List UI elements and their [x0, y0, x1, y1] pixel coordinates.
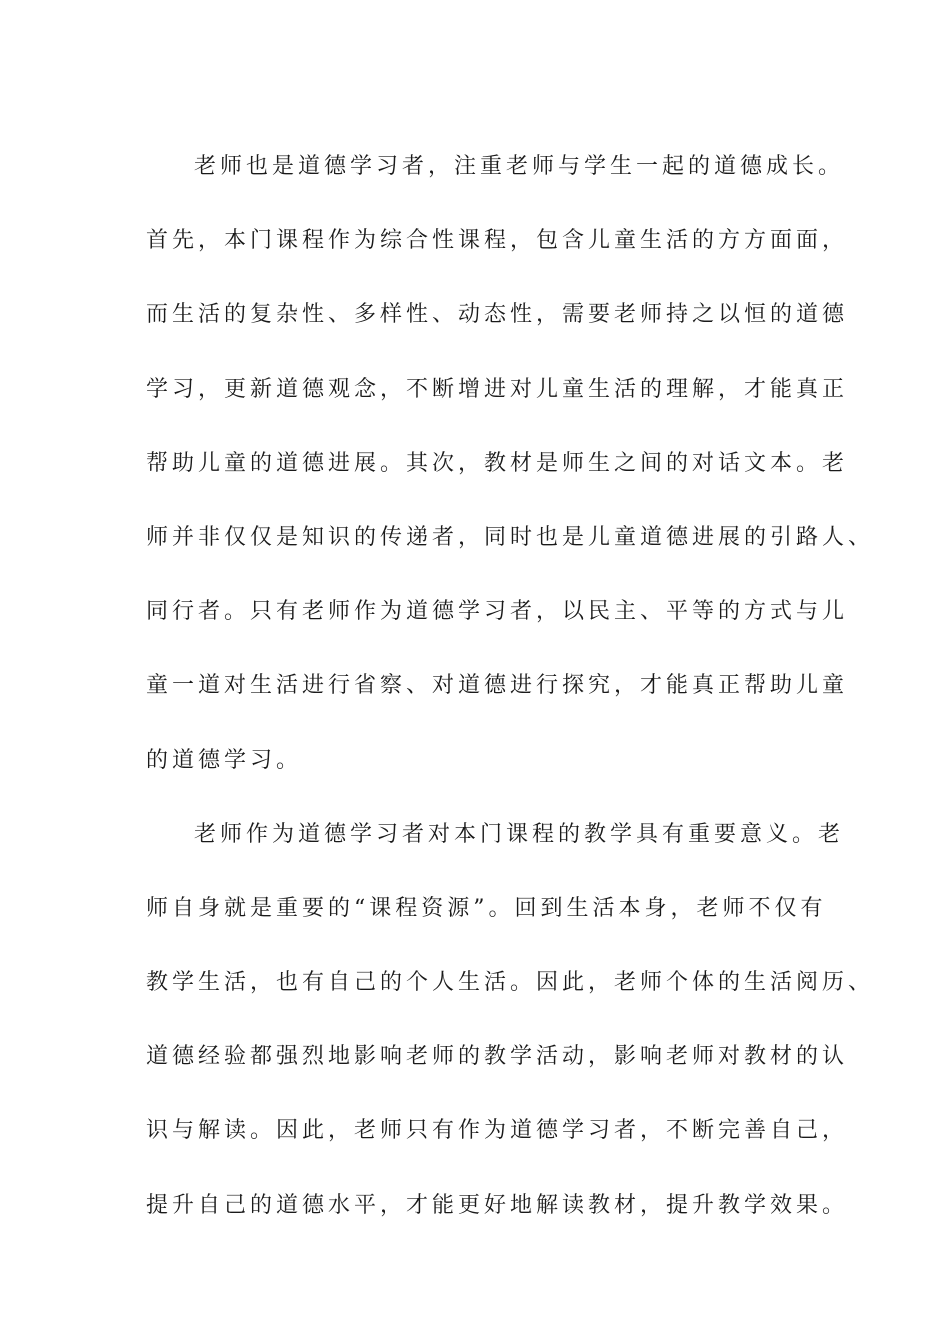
text-line: 的道德学习。: [146, 747, 303, 773]
text-line: 提升自己的道德水平，才能更好地解读教材，提升教学效果。: [146, 1192, 849, 1218]
text-line: 识与解读。因此，老师只有作为道德学习者，不断完善自己，: [146, 1118, 849, 1144]
document-body: [146, 130, 875, 1243]
text-line: 同行者。只有老师作为道德学习者，以民主、平等的方式与儿: [146, 599, 849, 625]
paragraph-2: [146, 798, 875, 1243]
text-line: 老师也是道德学习者，注重老师与学生一起的道德成长。: [194, 154, 845, 179]
text-line: 童一道对生活进行省察、对道德进行探究，才能真正帮助儿童: [146, 673, 849, 699]
text-line: 学习，更新道德观念，不断增进对儿童生活的理解，才能真正: [146, 376, 849, 402]
text-line: 帮助儿童的道德进展。其次，教材是师生之间的对话文本。老: [146, 450, 849, 476]
text-line: 老师作为道德学习者对本门课程的教学具有重要意义。老: [194, 821, 845, 847]
text-line: 师并非仅仅是知识的传递者，同时也是儿童道德进展的引路人、: [146, 524, 875, 550]
text-line: 首先，本门课程作为综合性课程，包含儿童生活的方方面面，: [146, 228, 849, 254]
text-line: 而生活的复杂性、多样性、动态性，需要老师持之以恒的道德: [146, 302, 849, 328]
text-line: 师自身就是重要的“课程资源”。回到生活本身，老师不仅有: [146, 895, 827, 921]
paragraph-1: [146, 130, 875, 798]
text-line: 道德经验都强烈地影响老师的教学活动，影响老师对教材的认: [146, 1044, 849, 1070]
text-line: 教学生活，也有自己的个人生活。因此，老师个体的生活阅历、: [146, 970, 875, 996]
